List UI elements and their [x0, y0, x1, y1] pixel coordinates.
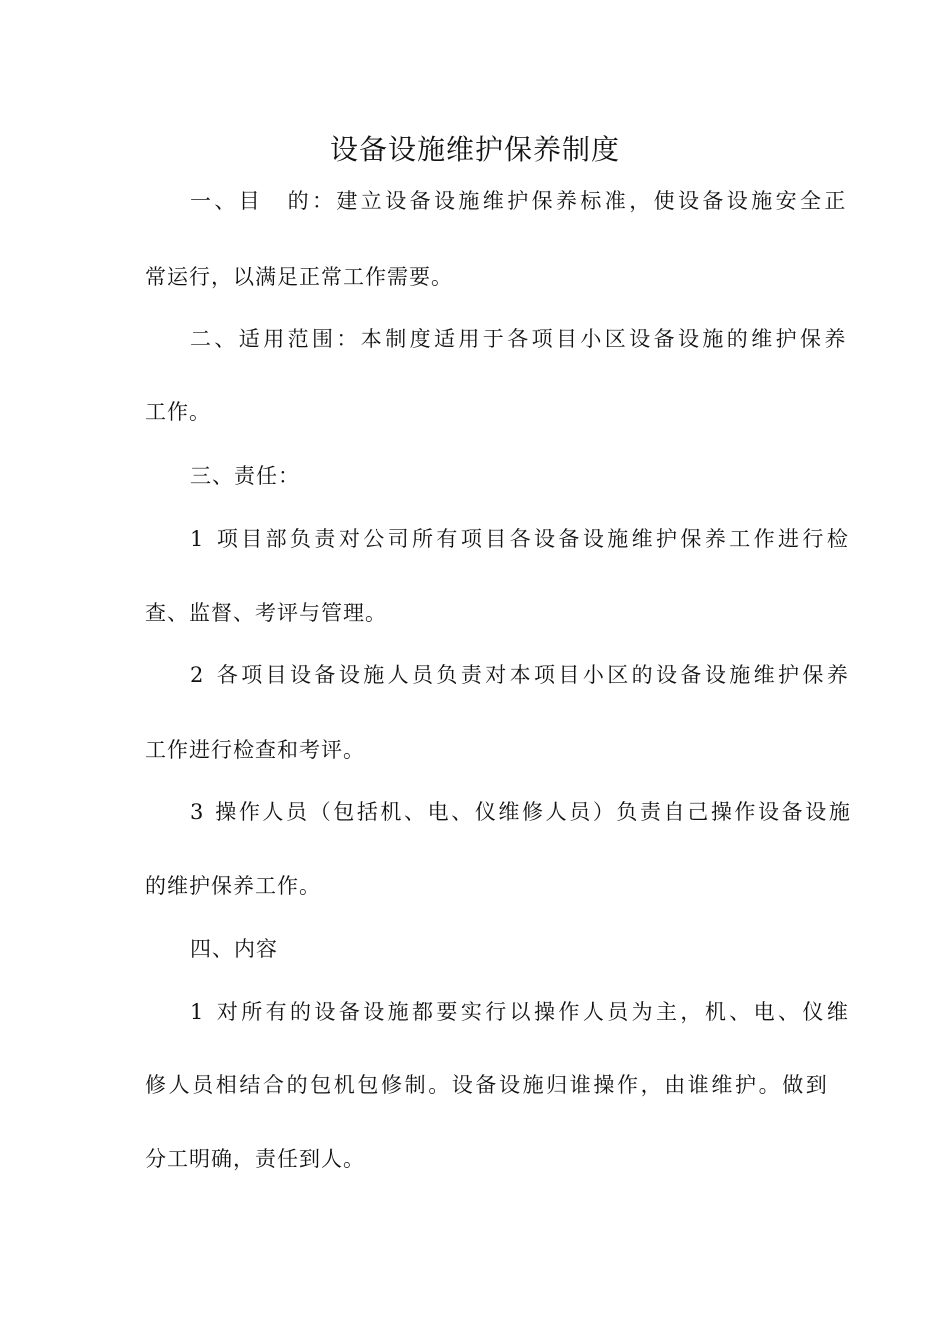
- document-title: 设备设施维护保养制度: [329, 133, 620, 166]
- section-heading-responsibility: 三、责任：: [190, 464, 300, 488]
- paragraph-line-purpose-1: 一、目 的：建立设备设施维护保养标准，使设备设施安全正: [190, 189, 849, 213]
- paragraph-line-purpose-2: 常运行，以满足正常工作需要。: [145, 265, 453, 289]
- paragraph-line-scope-1: 二、适用范围：本制度适用于各项目小区设备设施的维护保养: [190, 327, 849, 351]
- paragraph-line-resp2-2: 工作进行检查和考评。: [145, 738, 365, 762]
- paragraph-line-resp2-1: 2 各项目设备设施人员负责对本项目小区的设备设施维护保养: [190, 663, 852, 687]
- paragraph-line-resp3-1: 3 操作人员（包括机、电、仪维修人员）负责自己操作设备设施: [190, 800, 853, 824]
- paragraph-line-content1-3: 分工明确，责任到人。: [145, 1147, 365, 1171]
- paragraph-line-resp3-2: 的维护保养工作。: [145, 874, 321, 898]
- section-heading-content: 四、内容: [190, 937, 278, 961]
- paragraph-line-content1-2: 修人员相结合的包机包修制。设备设施归谁操作，由谁维护。做到: [145, 1073, 830, 1097]
- paragraph-line-resp1-1: 1 项目部负责对公司所有项目各设备设施维护保养工作进行检: [190, 527, 852, 551]
- paragraph-line-scope-2: 工作。: [145, 400, 211, 424]
- paragraph-line-content1-1: 1 对所有的设备设施都要实行以操作人员为主，机、电、仪维: [190, 1000, 852, 1024]
- paragraph-line-resp1-2: 查、监督、考评与管理。: [145, 601, 387, 625]
